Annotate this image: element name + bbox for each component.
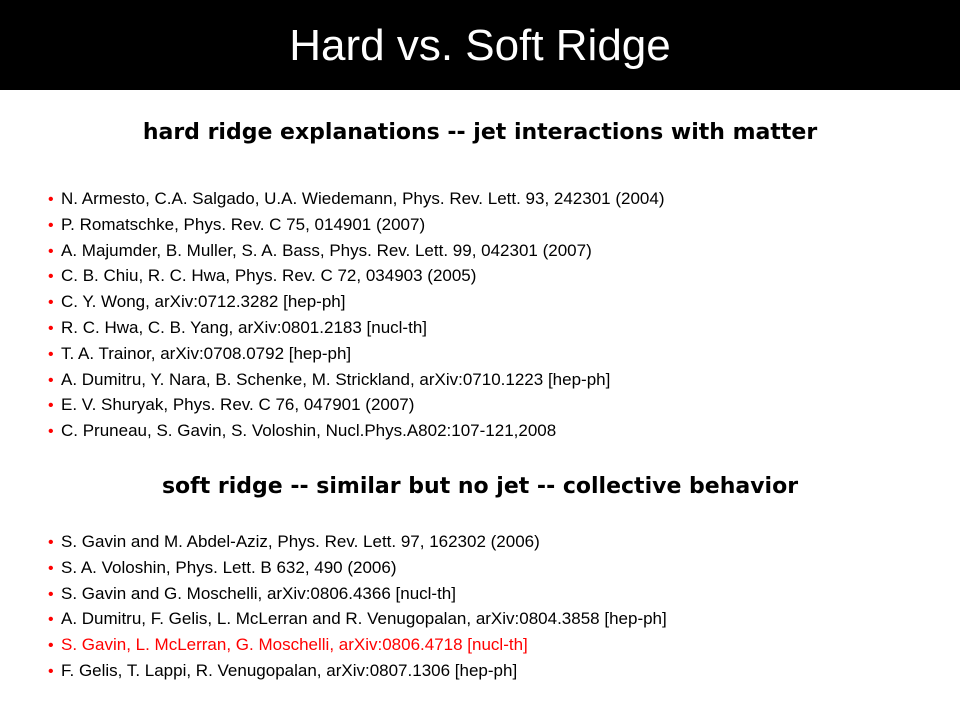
reference-item: [48, 289, 665, 315]
reference-text: P. Romatschke, Phys. Rev. C 75, 014901 (2007): [61, 214, 426, 234]
soft-ridge-reference-list: [48, 529, 667, 684]
bullet-icon: •: [48, 559, 54, 577]
reference-item: [48, 529, 667, 555]
reference-item: [48, 658, 667, 684]
bullet-icon: •: [48, 637, 54, 655]
reference-item: [48, 392, 665, 418]
reference-item: [48, 581, 667, 607]
bullet-icon: •: [48, 242, 54, 260]
reference-item: [48, 315, 665, 341]
reference-text: C. Pruneau, S. Gavin, S. Voloshin, Nucl.Phys.A802:107-121,2008: [61, 421, 557, 441]
reference-item: [48, 555, 667, 581]
reference-item: [48, 212, 665, 238]
reference-text: F. Gelis, T. Lappi, R. Venugopalan, arXiv:0807.1306 [hep-ph]: [61, 660, 518, 680]
bullet-icon: •: [48, 294, 54, 312]
bullet-icon: •: [48, 345, 54, 363]
bullet-icon: •: [48, 319, 54, 337]
bullet-icon: •: [48, 534, 54, 551]
hard-ridge-reference-list: [48, 186, 665, 444]
bullet-icon: •: [48, 585, 54, 603]
reference-text: C. B. Chiu, R. C. Hwa, Phys. Rev. C 72, 034903 (2005): [61, 266, 477, 286]
bullet-icon: •: [48, 611, 54, 629]
hard-ridge-heading: hard ridge explanations -- jet interactions with matter: [142, 120, 818, 145]
reference-text: S. Gavin and M. Abdel-Aziz, Phys. Rev. Lett. 97, 162302 (2006): [61, 532, 540, 551]
reference-text: A. Majumder, B. Muller, S. A. Bass, Phys. Rev. Lett. 99, 042301 (2007): [61, 240, 592, 260]
slide-title: Hard vs. Soft Ridge: [289, 21, 671, 70]
reference-text: A. Dumitru, F. Gelis, L. McLerran and R. Venugopalan, arXiv:0804.3858 [hep-ph]: [61, 609, 667, 629]
bullet-icon: •: [48, 191, 54, 208]
reference-item: [48, 341, 665, 367]
reference-item-highlighted: [48, 632, 667, 658]
reference-text: N. Armesto, C.A. Salgado, U.A. Wiedemann, Phys. Rev. Lett. 93, 242301 (2004): [61, 189, 665, 208]
reference-item: [48, 238, 665, 264]
title-bar: [0, 0, 960, 90]
reference-text: E. V. Shuryak, Phys. Rev. C 76, 047901 (2007): [61, 395, 415, 415]
bullet-icon: •: [48, 662, 54, 680]
reference-item: [48, 367, 665, 393]
reference-text: R. C. Hwa, C. B. Yang, arXiv:0801.2183 [nucl-th]: [61, 317, 427, 337]
reference-text: C. Y. Wong, arXiv:0712.3282 [hep-ph]: [61, 292, 346, 312]
bullet-icon: •: [48, 216, 54, 234]
bullet-icon: •: [48, 397, 54, 415]
reference-item: [48, 606, 667, 632]
reference-text: T. A. Trainor, arXiv:0708.0792 [hep-ph]: [61, 343, 352, 363]
reference-text: S. A. Voloshin, Phys. Lett. B 632, 490 (2006): [61, 557, 397, 577]
bullet-icon: •: [48, 371, 54, 389]
soft-ridge-heading: soft ridge -- similar but no jet -- collective behavior: [161, 474, 799, 499]
reference-item: [48, 186, 665, 212]
bullet-icon: •: [48, 268, 54, 286]
reference-item: [48, 263, 665, 289]
reference-text: A. Dumitru, Y. Nara, B. Schenke, M. Strickland, arXiv:0710.1223 [hep-ph]: [61, 369, 611, 389]
reference-text: S. Gavin and G. Moschelli, arXiv:0806.4366 [nucl-th]: [61, 583, 456, 603]
reference-text: S. Gavin, L. McLerran, G. Moschelli, arXiv:0806.4718 [nucl-th]: [61, 635, 528, 655]
reference-item: [48, 418, 665, 444]
bullet-icon: •: [48, 423, 54, 441]
